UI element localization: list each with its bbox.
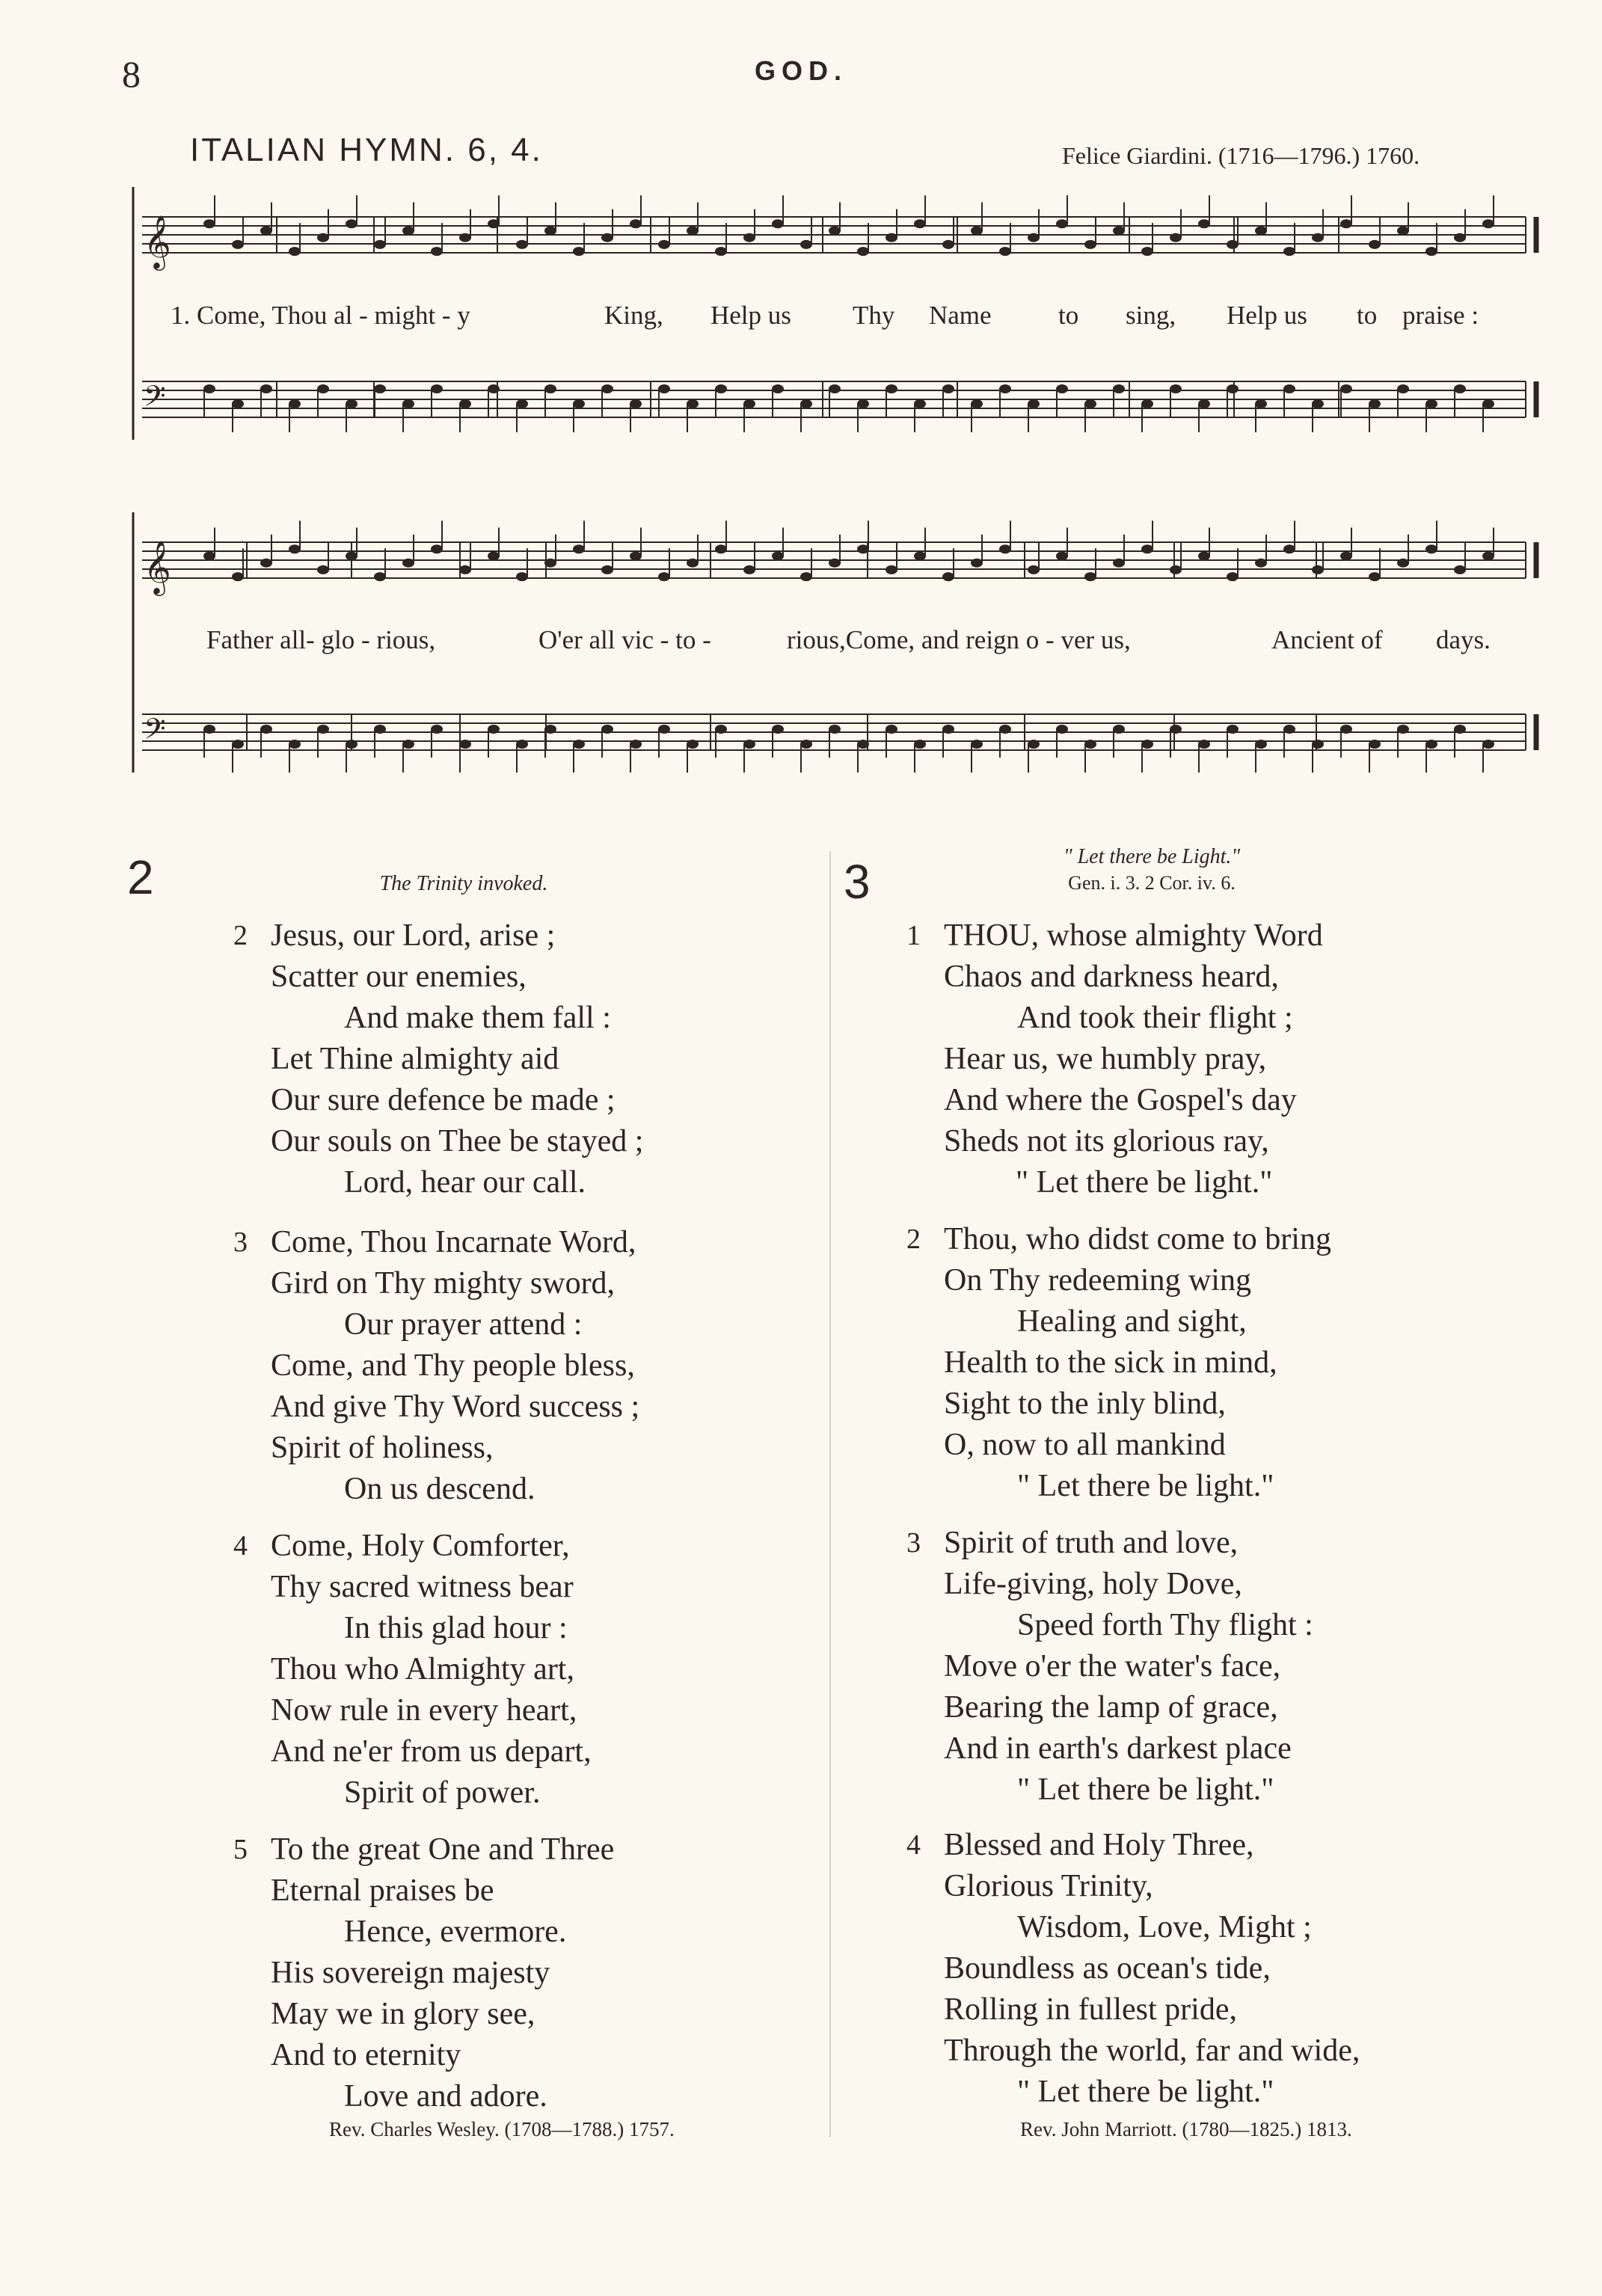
- note-head: [573, 544, 585, 553]
- note-head: [1425, 399, 1437, 408]
- verse-line: Thou, who didst come to bring: [944, 1222, 1331, 1256]
- note-head: [346, 399, 357, 408]
- note-head: [516, 740, 528, 749]
- lyric-line2-w3: Ancient of: [1271, 625, 1383, 654]
- verse-line: Now rule in every heart,: [271, 1693, 577, 1728]
- note-head: [1312, 399, 1324, 408]
- hymn-3-attribution: Rev. John Marriott. (1780—1825.) 1813.: [1020, 2118, 1352, 2140]
- verse-line: " Let there be light.": [1017, 2075, 1274, 2109]
- treble-clef-icon: 𝄞: [144, 539, 171, 594]
- note-head: [232, 240, 244, 249]
- hymn-3-stanza-4: [906, 1825, 1360, 2113]
- note-head: [914, 740, 926, 749]
- verse-line: Move o'er the water's face,: [944, 1649, 1281, 1683]
- verse-line: Hence, evermore.: [344, 1915, 567, 1949]
- lyric-line1-w1: King,: [604, 301, 663, 330]
- note-head: [1369, 399, 1381, 408]
- lyric-line2-w4: days.: [1436, 625, 1491, 654]
- note-head: [942, 384, 954, 393]
- note-head: [886, 565, 897, 574]
- note-head: [260, 226, 272, 235]
- note-head: [573, 740, 585, 749]
- verse-line: Eternal praises be: [271, 1873, 494, 1908]
- note-head: [857, 544, 869, 553]
- note-head: [715, 725, 727, 734]
- note-head: [1113, 725, 1125, 734]
- verse-line: O, now to all mankind: [944, 1428, 1226, 1462]
- note-head: [1454, 565, 1466, 574]
- note-head: [1255, 399, 1267, 408]
- note-head: [402, 559, 414, 568]
- note-head: [971, 740, 983, 749]
- verse-line: On Thy redeeming wing: [944, 1263, 1251, 1298]
- verse-line: And give Thy Word success ;: [271, 1390, 640, 1424]
- note-head: [1482, 219, 1494, 228]
- note-head: [829, 384, 841, 393]
- note-head: [346, 219, 357, 228]
- note-head: [1170, 565, 1182, 574]
- verse-line: Rolling in fullest pride,: [944, 1992, 1237, 2027]
- note-head: [1084, 240, 1096, 249]
- note-head: [459, 399, 471, 408]
- note-head: [1283, 544, 1295, 553]
- note-head: [1255, 226, 1267, 235]
- note-head: [1141, 247, 1153, 256]
- note-head: [715, 384, 727, 393]
- note-head: [857, 399, 869, 408]
- note-head: [402, 399, 414, 408]
- note-head: [601, 565, 613, 574]
- note-head: [772, 551, 784, 560]
- bass-clef-icon: 𝄢: [144, 379, 166, 420]
- stanza-number: 4: [906, 1829, 921, 1861]
- note-head: [999, 725, 1011, 734]
- column-divider: [829, 851, 831, 2137]
- verse-line: May we in glory see,: [271, 1997, 535, 2031]
- bass-clef-icon: 𝄢: [144, 712, 166, 752]
- stanza-number: 3: [906, 1527, 921, 1559]
- note-head: [1312, 233, 1324, 242]
- verse-line: Glorious Trinity,: [944, 1869, 1153, 1903]
- note-head: [1283, 247, 1295, 256]
- verse-line: And in earth's darkest place: [944, 1731, 1292, 1766]
- note-head: [289, 247, 301, 256]
- note-head: [1283, 725, 1295, 734]
- note-head: [971, 399, 983, 408]
- note-head: [971, 559, 983, 568]
- note-head: [1028, 399, 1040, 408]
- composer-credit: Felice Giardini. (1716—1796.) 1760.: [1062, 142, 1420, 169]
- note-head: [1482, 551, 1494, 560]
- lyric-line2-w0: Father all- glo - rious,: [206, 625, 436, 654]
- note-head: [544, 384, 556, 393]
- note-head: [1482, 740, 1494, 749]
- note-head: [743, 565, 755, 574]
- note-head: [1028, 740, 1040, 749]
- note-head: [232, 572, 244, 581]
- note-head: [260, 559, 272, 568]
- note-head: [601, 384, 613, 393]
- note-head: [687, 740, 699, 749]
- note-head: [1482, 399, 1494, 408]
- note-head: [1056, 725, 1068, 734]
- verse-line: And took their flight ;: [1017, 1001, 1293, 1035]
- note-head: [658, 384, 670, 393]
- note-head: [260, 384, 272, 393]
- note-head: [1255, 740, 1267, 749]
- lyric-line1-w2: Help us: [711, 301, 791, 330]
- verse-line: Sight to the inly blind,: [944, 1387, 1226, 1421]
- note-head: [1198, 219, 1210, 228]
- note-head: [459, 740, 471, 749]
- note-head: [1454, 233, 1466, 242]
- note-head: [402, 740, 414, 749]
- note-head: [544, 559, 556, 568]
- verse-line: Hear us, we humbly pray,: [944, 1042, 1267, 1076]
- verse-line: Spirit of power.: [344, 1775, 541, 1810]
- hymn-3-number: 3: [844, 855, 871, 909]
- verse-line: Blessed and Holy Three,: [944, 1828, 1254, 1862]
- lyric-line1-w0: 1. Come, Thou al - might - y: [171, 301, 470, 330]
- note-head: [260, 725, 272, 734]
- note-head: [1198, 551, 1210, 560]
- verse-line: Come, and Thy people bless,: [271, 1348, 635, 1383]
- note-head: [857, 247, 869, 256]
- music-notation: [127, 172, 1541, 800]
- note-head: [1369, 240, 1381, 249]
- note-head: [1084, 399, 1096, 408]
- note-head: [1198, 399, 1210, 408]
- verse-line: Gird on Thy mighty sword,: [271, 1266, 616, 1301]
- note-head: [346, 551, 357, 560]
- note-head: [1340, 551, 1352, 560]
- note-head: [374, 240, 386, 249]
- note-head: [772, 725, 784, 734]
- note-head: [1028, 565, 1040, 574]
- note-head: [1227, 725, 1239, 734]
- note-head: [715, 544, 727, 553]
- verse-line: THOU, whose almighty Word: [944, 918, 1323, 953]
- note-head: [658, 240, 670, 249]
- verse-line: Jesus, our Lord, arise ;: [271, 918, 556, 953]
- note-head: [346, 740, 357, 749]
- note-head: [999, 247, 1011, 256]
- stanza-number: 3: [233, 1227, 248, 1258]
- note-head: [1113, 559, 1125, 568]
- note-head: [1141, 399, 1153, 408]
- hymn-2-number: 2: [127, 850, 154, 904]
- note-head: [829, 725, 841, 734]
- hymn-2-stanza-5: [233, 1829, 615, 2117]
- note-head: [942, 725, 954, 734]
- verse-line: His sovereign majesty: [271, 1956, 550, 1990]
- note-head: [488, 384, 500, 393]
- verse-line: Wisdom, Love, Might ;: [1017, 1910, 1312, 1944]
- note-head: [971, 226, 983, 235]
- note-head: [1397, 384, 1409, 393]
- note-head: [459, 565, 471, 574]
- note-head: [1170, 384, 1182, 393]
- verse-line: Health to the sick in mind,: [944, 1345, 1277, 1380]
- note-head: [687, 559, 699, 568]
- hymn-3-stanza-1: [906, 915, 1323, 1203]
- note-head: [203, 725, 215, 734]
- note-head: [1170, 725, 1182, 734]
- note-head: [914, 219, 926, 228]
- note-head: [630, 219, 642, 228]
- note-head: [374, 725, 386, 734]
- verse-line: Come, Thou Incarnate Word,: [271, 1225, 636, 1259]
- hymn-3-stanza-2: [906, 1219, 1331, 1507]
- note-head: [743, 399, 755, 408]
- note-head: [743, 740, 755, 749]
- note-head: [1340, 219, 1352, 228]
- lyric-line1-w9: praise :: [1402, 301, 1479, 330]
- note-head: [687, 399, 699, 408]
- note-head: [1056, 219, 1068, 228]
- verse-line: " Let there be light.": [1017, 1772, 1274, 1807]
- stanza-number: 2: [906, 1224, 921, 1255]
- verse-line: Thou who Almighty art,: [271, 1652, 574, 1686]
- note-head: [203, 219, 215, 228]
- note-head: [1425, 740, 1437, 749]
- note-head: [1113, 226, 1125, 235]
- note-head: [1454, 384, 1466, 393]
- verse-line: " Let there be light.": [1016, 1165, 1273, 1200]
- note-head: [289, 544, 301, 553]
- note-head: [1397, 559, 1409, 568]
- note-head: [1312, 565, 1324, 574]
- verse-line: And make them fall :: [344, 1001, 611, 1035]
- note-head: [658, 725, 670, 734]
- note-head: [630, 551, 642, 560]
- note-head: [1425, 247, 1437, 256]
- note-head: [772, 219, 784, 228]
- note-head: [289, 399, 301, 408]
- note-head: [232, 399, 244, 408]
- note-head: [1113, 384, 1125, 393]
- note-head: [1227, 240, 1239, 249]
- note-head: [516, 240, 528, 249]
- note-head: [999, 384, 1011, 393]
- note-head: [317, 233, 329, 242]
- verse-line: Our souls on Thee be stayed ;: [271, 1124, 644, 1158]
- note-head: [1141, 544, 1153, 553]
- note-head: [1312, 740, 1324, 749]
- note-head: [488, 725, 500, 734]
- note-head: [857, 740, 869, 749]
- hymn-3-stanza-3: [906, 1523, 1313, 1811]
- note-head: [1056, 551, 1068, 560]
- note-head: [1227, 384, 1239, 393]
- verse-line: Spirit of truth and love,: [944, 1526, 1239, 1560]
- verse-line: Life-giving, holy Dove,: [944, 1567, 1242, 1601]
- note-head: [317, 565, 329, 574]
- verse-line: Chaos and darkness heard,: [944, 960, 1279, 994]
- note-head: [1141, 740, 1153, 749]
- note-head: [772, 384, 784, 393]
- note-head: [601, 233, 613, 242]
- note-head: [544, 725, 556, 734]
- note-head: [1198, 740, 1210, 749]
- verse-line: And where the Gospel's day: [944, 1083, 1297, 1117]
- verse-line: " Let there be light.": [1017, 1469, 1274, 1503]
- note-head: [829, 226, 841, 235]
- note-head: [942, 572, 954, 581]
- lyric-line1-w4: Name: [929, 301, 992, 330]
- note-head: [431, 544, 443, 553]
- verse-line: Our sure defence be made ;: [271, 1083, 616, 1117]
- verse-line: Scatter our enemies,: [271, 960, 527, 994]
- verse-line: Sheds not its glorious ray,: [944, 1124, 1269, 1158]
- note-head: [687, 226, 699, 235]
- note-head: [1170, 233, 1182, 242]
- verse-line: Healing and sight,: [1017, 1304, 1247, 1339]
- note-head: [800, 240, 812, 249]
- verse-line: To the great One and Three: [271, 1832, 615, 1867]
- note-head: [317, 384, 329, 393]
- verse-line: Let Thine almighty aid: [271, 1042, 559, 1076]
- verse-line: On us descend.: [344, 1472, 535, 1506]
- note-head: [914, 551, 926, 560]
- note-head: [715, 247, 727, 256]
- note-head: [203, 384, 215, 393]
- note-head: [317, 725, 329, 734]
- note-head: [886, 384, 897, 393]
- note-head: [1425, 544, 1437, 553]
- treble-clef-icon: 𝄞: [144, 214, 171, 268]
- note-head: [1369, 572, 1381, 581]
- verse-line: Thy sacred witness bear: [271, 1570, 574, 1604]
- note-head: [630, 740, 642, 749]
- note-head: [459, 233, 471, 242]
- note-head: [1028, 233, 1040, 242]
- note-head: [829, 559, 841, 568]
- page-number: 8: [122, 53, 141, 95]
- note-head: [573, 247, 585, 256]
- note-head: [1397, 226, 1409, 235]
- verse-line: And to eternity: [271, 2038, 461, 2072]
- note-head: [289, 740, 301, 749]
- note-head: [573, 399, 585, 408]
- lyric-line2-w2: rious,Come, and reign o - ver us,: [787, 625, 1131, 654]
- stanza-number: 1: [906, 920, 921, 951]
- verse-line: In this glad hour :: [344, 1611, 568, 1645]
- note-head: [431, 725, 443, 734]
- note-head: [942, 240, 954, 249]
- lyric-line1-w8: to: [1357, 301, 1378, 330]
- verse-line: Love and adore.: [344, 2079, 547, 2114]
- hymn-2-stanza-3: [233, 1222, 640, 1510]
- section-title: GOD.: [754, 55, 847, 86]
- note-head: [1227, 572, 1239, 581]
- note-head: [1056, 384, 1068, 393]
- note-head: [1084, 740, 1096, 749]
- note-head: [630, 399, 642, 408]
- note-head: [886, 725, 897, 734]
- note-head: [886, 233, 897, 242]
- note-head: [516, 399, 528, 408]
- lyric-line1-w3: Thy: [853, 301, 895, 330]
- note-head: [431, 384, 443, 393]
- verse-line: Bearing the lamp of grace,: [944, 1690, 1278, 1725]
- hymn-3-title: " Let there be Light.": [1063, 845, 1241, 868]
- note-head: [1369, 740, 1381, 749]
- note-head: [601, 725, 613, 734]
- music-score: [127, 172, 1541, 800]
- note-head: [1255, 559, 1267, 568]
- verse-line: Lord, hear our call.: [344, 1165, 586, 1200]
- tune-name: ITALIAN HYMN. 6, 4.: [190, 132, 543, 168]
- note-head: [1283, 384, 1295, 393]
- note-head: [1340, 725, 1352, 734]
- note-head: [374, 384, 386, 393]
- verse-line: Come, Holy Comforter,: [271, 1529, 570, 1563]
- stanza-number: 2: [233, 920, 248, 951]
- hymn-3-scripture-reference: Gen. i. 3. 2 Cor. iv. 6.: [1068, 872, 1236, 894]
- note-head: [488, 219, 500, 228]
- note-head: [1397, 725, 1409, 734]
- verse-line: Our prayer attend :: [344, 1307, 583, 1342]
- note-head: [232, 740, 244, 749]
- note-head: [402, 226, 414, 235]
- lyric-line1-w5: to: [1058, 301, 1079, 330]
- note-head: [516, 572, 528, 581]
- note-head: [658, 572, 670, 581]
- note-head: [800, 740, 812, 749]
- verse-line: Spirit of holiness,: [271, 1431, 494, 1465]
- note-head: [203, 551, 215, 560]
- lyric-line1-w6: sing,: [1126, 301, 1176, 330]
- note-head: [431, 247, 443, 256]
- note-head: [544, 226, 556, 235]
- note-head: [488, 551, 500, 560]
- note-head: [1454, 725, 1466, 734]
- stanza-number: 4: [233, 1530, 248, 1562]
- lyric-line2-w1: O'er all vic - to -: [538, 625, 711, 654]
- verse-line: Boundless as ocean's tide,: [944, 1951, 1271, 1986]
- note-head: [800, 399, 812, 408]
- verse-line: Through the world, far and wide,: [944, 2033, 1360, 2068]
- hymn-2-title: The Trinity invoked.: [379, 872, 548, 895]
- note-head: [1084, 572, 1096, 581]
- hymn-2-stanza-2: [233, 915, 644, 1203]
- note-head: [1340, 384, 1352, 393]
- verse-line: And ne'er from us depart,: [271, 1734, 592, 1769]
- verse-line: Speed forth Thy flight :: [1017, 1608, 1313, 1642]
- note-head: [914, 399, 926, 408]
- lyric-line1-w7: Help us: [1227, 301, 1307, 330]
- hymn-2-attribution: Rev. Charles Wesley. (1708—1788.) 1757.: [329, 2118, 675, 2140]
- hymn-2-stanza-4: [233, 1526, 592, 1814]
- note-head: [800, 572, 812, 581]
- note-head: [374, 572, 386, 581]
- note-head: [743, 233, 755, 242]
- note-head: [999, 544, 1011, 553]
- stanza-number: 5: [233, 1834, 248, 1865]
